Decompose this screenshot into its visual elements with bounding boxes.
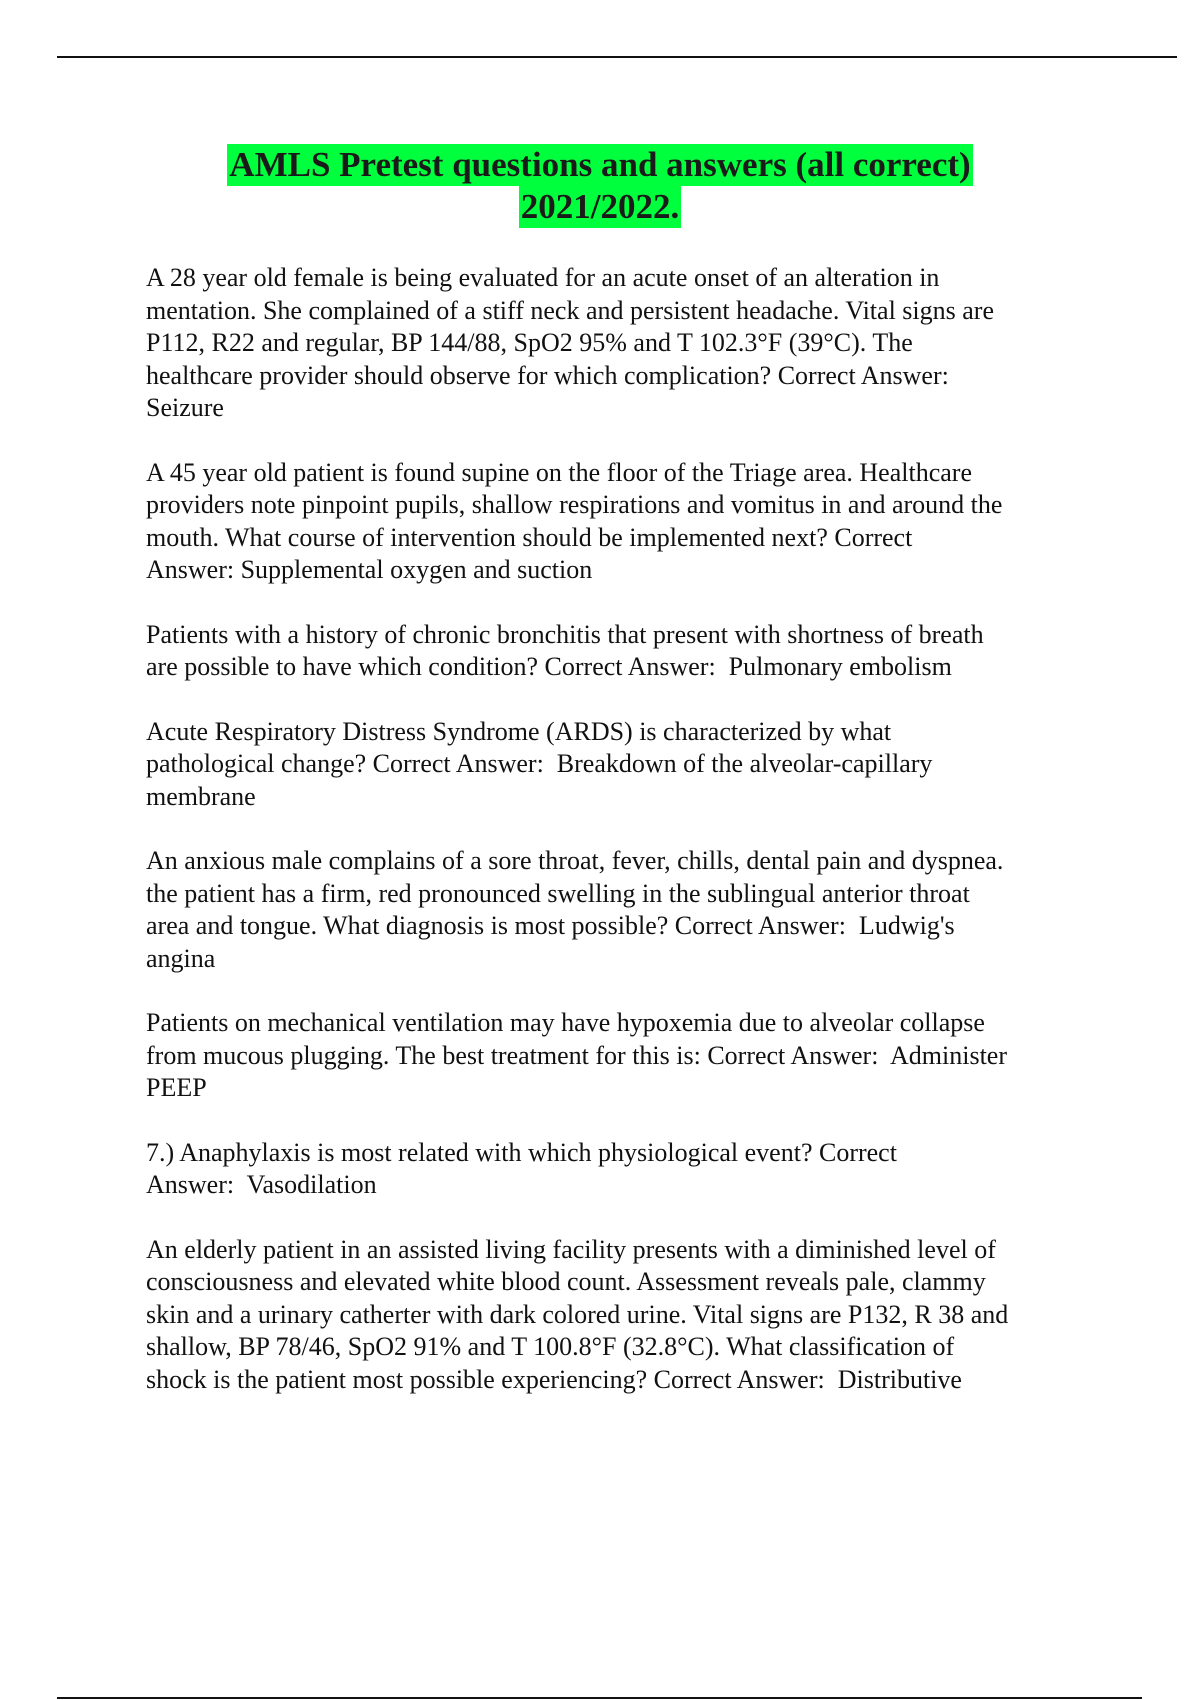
qa-item-6: Patients on mechanical ventilation may have hypoxemia due to alveolar collapse from mucous plugging. The best treatment for this is: Correct Answer: Administer PEEP [146, 1008, 1007, 1102]
title-line-2: 2021/2022. [520, 187, 680, 226]
qa-list [146, 262, 1086, 1428]
qa-item-3: Patients with a history of chronic bronchitis that present with shortness of breath are possible to have which condition? Correct Answer: Pulmonary embolism [146, 619, 984, 681]
qa-item-2: A 45 year old patient is found supine on the floor of the Triage area. Healthcare providers note pinpoint pupils, shallow respirations and vomitus in and around the mouth. What course of intervention should be implemented next? Correct Answer: Supplemental oxygen and suction [146, 457, 1003, 584]
qa-item-4: Acute Respiratory Distress Syndrome (ARDS) is characterized by what pathological change? Correct Answer: Breakdown of the alveolar-capillary membrane [146, 716, 933, 811]
qa-item-7: 7.) Anaphylaxis is most related with which physiological event? Correct Answer: Vasodilation [146, 1137, 897, 1199]
document-title [0, 144, 1200, 228]
qa-item-5: An anxious male complains of a sore throat, fever, chills, dental pain and dyspnea. the patient has a firm, red pronounced swelling in the sublingual anterior throat area and tongue. What diagnosis is most possible? Correct Answer: Ludwig's angina [146, 846, 1004, 973]
title-line-1: AMLS Pretest questions and answers (all correct) [229, 145, 971, 184]
bottom-divider [57, 1697, 1142, 1699]
top-divider [57, 56, 1177, 58]
qa-item-8: An elderly patient in an assisted living facility presents with a diminished level of consciousness and elevated white blood count. Assessment reveals pale, clammy skin and a urinary catherter with dark colored urine. Vital signs are P132, R 38 and shallow, BP 78/46, SpO2 91% and T 100.8°F (32.8°C). What classification of shock is the patient most possible experiencing? Correct Answer: Distributive [146, 1234, 1009, 1394]
qa-item-1: A 28 year old female is being evaluated for an acute onset of an alteration in mentation. She complained of a stiff neck and persistent headache. Vital signs are P112, R22 and regular, BP 144/88, SpO2 95% and T 102.3°F (39°C). The healthcare provider should observe for which complication? Correct Answer: Seizure [146, 263, 994, 422]
